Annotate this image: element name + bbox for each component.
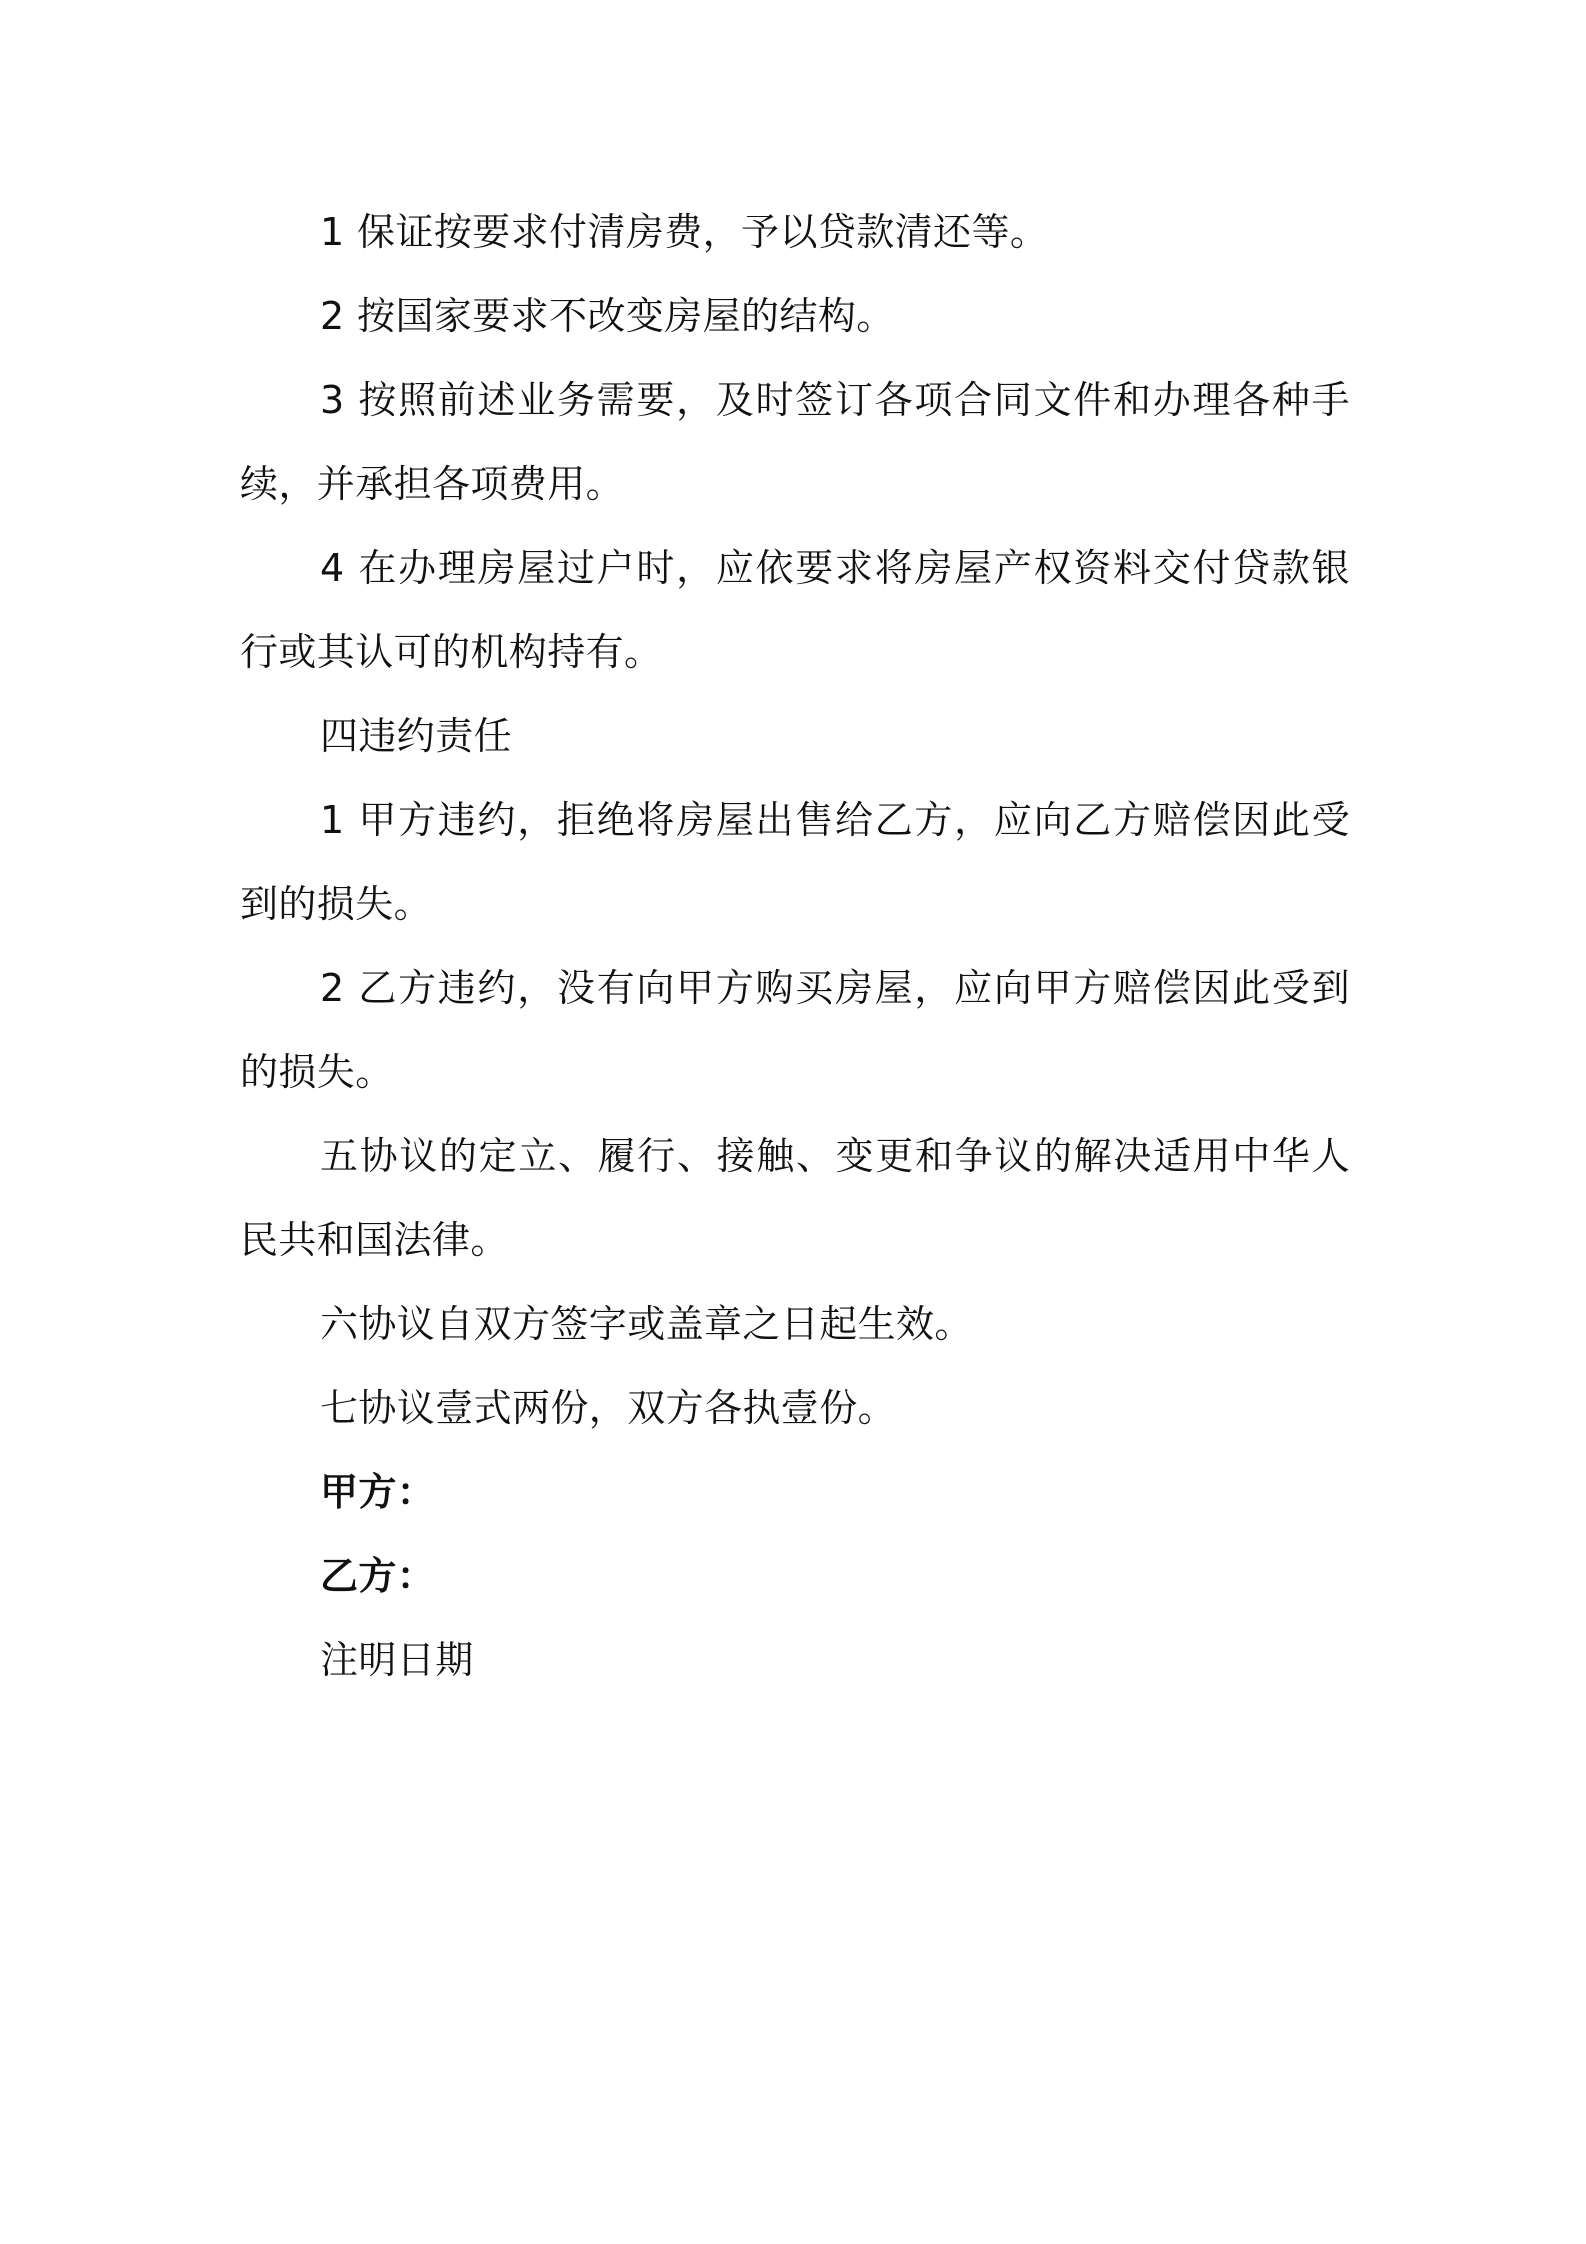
- clause-governing-law: 五协议的定立、履行、接触、变更和争议的解决适用中华人民共和国法律。: [240, 1134, 1350, 1262]
- signature-date-note: 注明日期: [320, 1638, 474, 1682]
- clause-effective-date: 六协议自双方签字或盖章之日起生效。: [320, 1302, 973, 1346]
- clause-payment: 1 保证按要求付清房费，予以贷款清还等。: [320, 210, 1049, 254]
- document-body: [240, 190, 1350, 1702]
- clause-party-a-breach: 1 甲方违约，拒绝将房屋出售给乙方，应向乙方赔偿因此受到的损失。: [240, 798, 1350, 926]
- clause-copies: 七协议壹式两份，双方各执壹份。: [320, 1386, 897, 1430]
- section-heading-liability: 四违约责任: [320, 714, 513, 758]
- signature-party-a: 甲方：: [320, 1470, 436, 1514]
- clause-contracts: 3 按照前述业务需要，及时签订各项合同文件和办理各种手续，并承担各项费用。: [240, 378, 1350, 506]
- clause-party-b-breach: 2 乙方违约，没有向甲方购买房屋，应向甲方赔偿因此受到的损失。: [240, 966, 1350, 1094]
- clause-title-transfer: 4 在办理房屋过户时，应依要求将房屋产权资料交付贷款银行或其认可的机构持有。: [240, 546, 1350, 674]
- clause-structure: 2 按国家要求不改变房屋的结构。: [320, 294, 895, 338]
- signature-party-b: 乙方：: [320, 1554, 436, 1598]
